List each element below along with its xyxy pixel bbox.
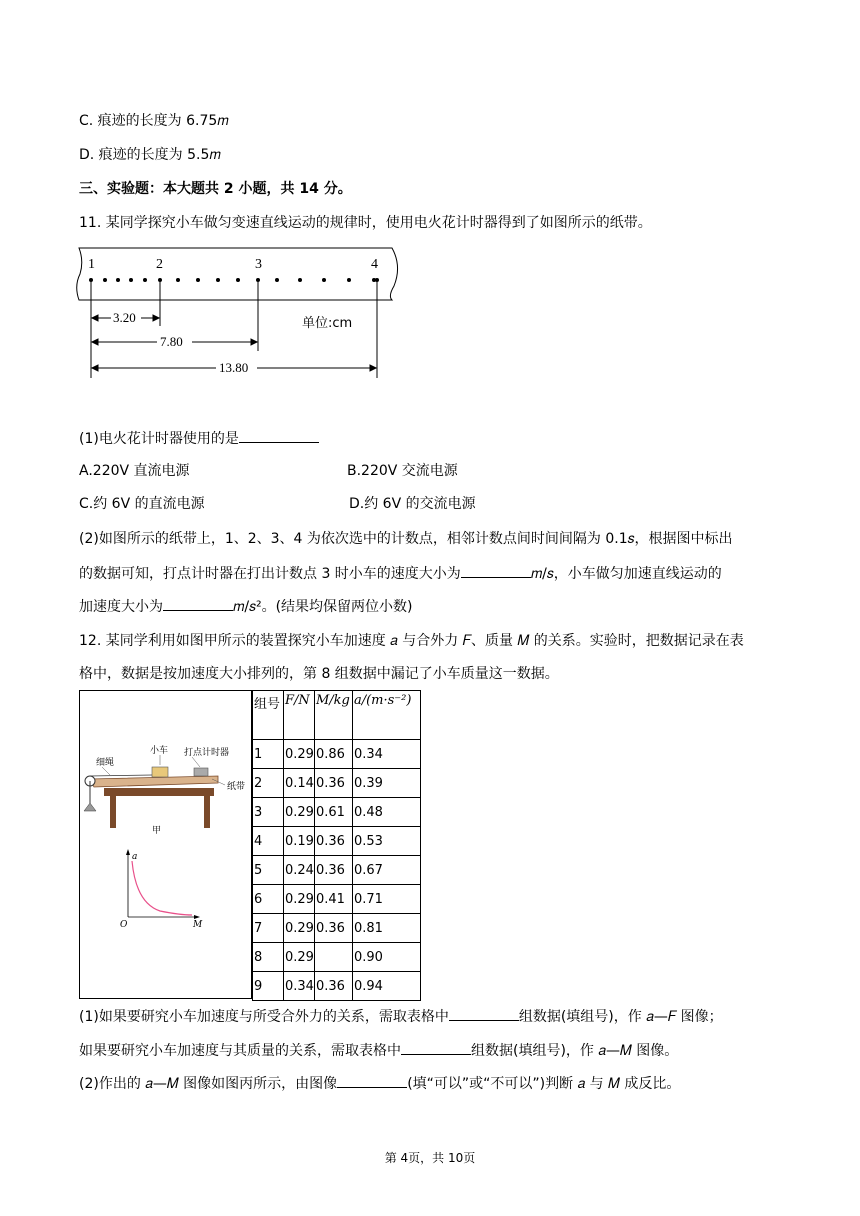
table-cell: 0.36 [314,972,352,1001]
q12-part1-line2b: 组数据(填组号)，作 𝑎—𝑀 图像。 [471,1043,679,1059]
board [90,776,218,787]
table-cell: 0.86 [314,740,352,769]
graph-curve [132,861,192,915]
table-cell: 0.34 [352,740,420,769]
weight-icon [84,803,96,811]
q11-option-a: A.220V 直流电源 [79,463,190,479]
unit-label: 单位:cm [302,316,353,331]
q12-part2 [79,1073,680,1094]
table-cell: 0.14 [284,769,315,798]
answer-blank[interactable] [449,1006,519,1021]
q12-part1-line2a: 如果要研究小车加速度与其质量的关系，需取表格中 [79,1043,401,1059]
q11-part2-line3b: 𝑚/𝑠²。(结果均保留两位小数) [233,599,413,615]
header-cell: 组号 [253,691,284,740]
table-cell: 0.94 [352,972,420,1001]
table-cell: 5 [253,856,284,885]
table-leg [110,796,116,828]
timer-icon [194,768,208,776]
label-rope: 细绳 [96,758,115,768]
table-cell: 0.41 [314,885,352,914]
header-cell: a/(m·s⁻²) [352,691,420,740]
q12-part2a: (2)作出的 𝑎—𝑀 图像如图丙所示，由图像 [79,1076,338,1092]
table-cell [314,943,352,972]
q11-option-c: C.约 6V 的直流电源 [79,496,205,512]
tape-label-3: 3 [255,257,262,272]
header-cell: F/N [284,691,315,740]
paper-tape-figure [74,246,404,381]
table-cell: 0.48 [352,798,420,827]
table-row [253,885,421,914]
dist-3-20: 3.20 [113,310,136,325]
q11-part2-line2b: 𝑚/𝑠，小车做匀加速直线运动的 [530,566,722,582]
table-row [253,827,421,856]
table-cell: 0.29 [284,885,315,914]
table-cell: 0.53 [352,827,420,856]
q11-part1 [79,428,319,449]
table-cell: 0.29 [284,740,315,769]
data-table [252,690,421,1001]
table-cell: 1 [253,740,284,769]
section-title: 三、实验题：本大题共 2 小题，共 14 分。 [79,181,352,197]
table-cell: 0.24 [284,856,315,885]
table-cell: 0.81 [352,914,420,943]
table-row [253,856,421,885]
q12-part2b: (填“可以”或“不可以”)判断 𝑎 与 𝑀 成反比。 [407,1076,681,1092]
q12-part1-line1b: 组数据(填组号)，作 𝑎—𝐹 图像； [518,1009,723,1025]
table-row [253,798,421,827]
table-header-row [253,691,421,740]
table-row [253,943,421,972]
table-cell: 0.39 [352,769,420,798]
apparatus-figure-box [79,690,252,999]
table-cell: 0.29 [284,798,315,827]
tape-dots [89,278,379,282]
q11-option-d: D.约 6V 的交流电源 [349,496,476,512]
dist-13-80: 13.80 [219,360,249,375]
table-row [253,914,421,943]
graph-x-label: M [193,920,203,930]
q11-part2-line3a: 加速度大小为 [79,599,163,615]
table-cell: 0.34 [284,972,315,1001]
table-cell: 6 [253,885,284,914]
label-tape: 纸带 [227,782,246,792]
table-cell: 0.71 [352,885,420,914]
header-cell: M/kg [314,691,352,740]
q11-part2-line2 [79,563,722,584]
table-row [253,972,421,1001]
page-footer: 第 4页，共 10页 [384,1151,476,1165]
q11-part1-text: (1)电火花计时器使用的是 [79,431,239,447]
label-car: 小车 [150,746,169,756]
table-cell: 3 [253,798,284,827]
q12-part1-line1 [79,1006,723,1027]
q12-stem-line2: 格中，数据是按加速度大小排列的，第 8 组数据中漏记了小车质量这一数据。 [79,666,559,682]
q11-part2-line2a: 的数据可知，打点计时器在打出计数点 3 时小车的速度大小为 [79,566,461,582]
answer-blank[interactable] [163,596,233,611]
answer-blank[interactable] [337,1073,407,1088]
table-cell: 8 [253,943,284,972]
option-d: D. 痕迹的长度为 5.5𝑚 [79,147,221,163]
option-c: C. 痕迹的长度为 6.75𝑚 [79,113,229,129]
table-cell: 0.36 [314,769,352,798]
table-cell: 0.36 [314,856,352,885]
cart-icon [152,767,168,777]
tape-label-1: 1 [88,257,95,272]
table-cell: 2 [253,769,284,798]
graph-y-label: a [132,852,138,862]
answer-blank[interactable] [401,1040,471,1055]
q11-stem: 11. 某同学探究小车做匀变速直线运动的规律时，使用电火花计时器得到了如图所示的纸带。 [79,215,652,231]
apparatus-figure [80,691,251,998]
figure-caption: 甲 [152,826,162,836]
graph-origin: O [120,920,128,930]
table-cell: 0.90 [352,943,420,972]
table-cell: 9 [253,972,284,1001]
table-cell: 7 [253,914,284,943]
q12-part1-line2 [79,1040,678,1061]
q11-option-b: B.220V 交流电源 [347,463,458,479]
label-timer: 打点计时器 [184,748,230,758]
table-row [253,769,421,798]
q12-part1-line1a: (1)如果要研究小车加速度与所受合外力的关系，需取表格中 [79,1009,449,1025]
table-cell: 4 [253,827,284,856]
table-leg [204,796,210,828]
answer-blank[interactable] [461,563,531,578]
dist-7-80: 7.80 [160,334,183,349]
table-cell: 0.61 [314,798,352,827]
table-cell: 0.29 [284,914,315,943]
table-cell: 0.67 [352,856,420,885]
table-top [104,788,214,796]
table-cell: 0.19 [284,827,315,856]
table-row [253,740,421,769]
q11-part2-line1: (2)如图所示的纸带上，1、2、3、4 为依次选中的计数点，相邻计数点间时间间隔为 0.1𝑠，根据图中标出 [79,531,733,547]
answer-blank[interactable] [239,428,319,443]
tape-label-2: 2 [156,257,163,272]
table-cell: 0.36 [314,827,352,856]
table-cell: 0.29 [284,943,315,972]
tape-label-4: 4 [371,257,378,272]
q11-part2-line3 [79,596,413,617]
table-cell: 0.36 [314,914,352,943]
q12-stem-line1: 12. 某同学利用如图甲所示的装置探究小车加速度 𝑎 与合外力 𝐹、质量 𝑀 的关系。实验时，把数据记录在表 [79,633,744,649]
tape-outline [77,248,398,300]
